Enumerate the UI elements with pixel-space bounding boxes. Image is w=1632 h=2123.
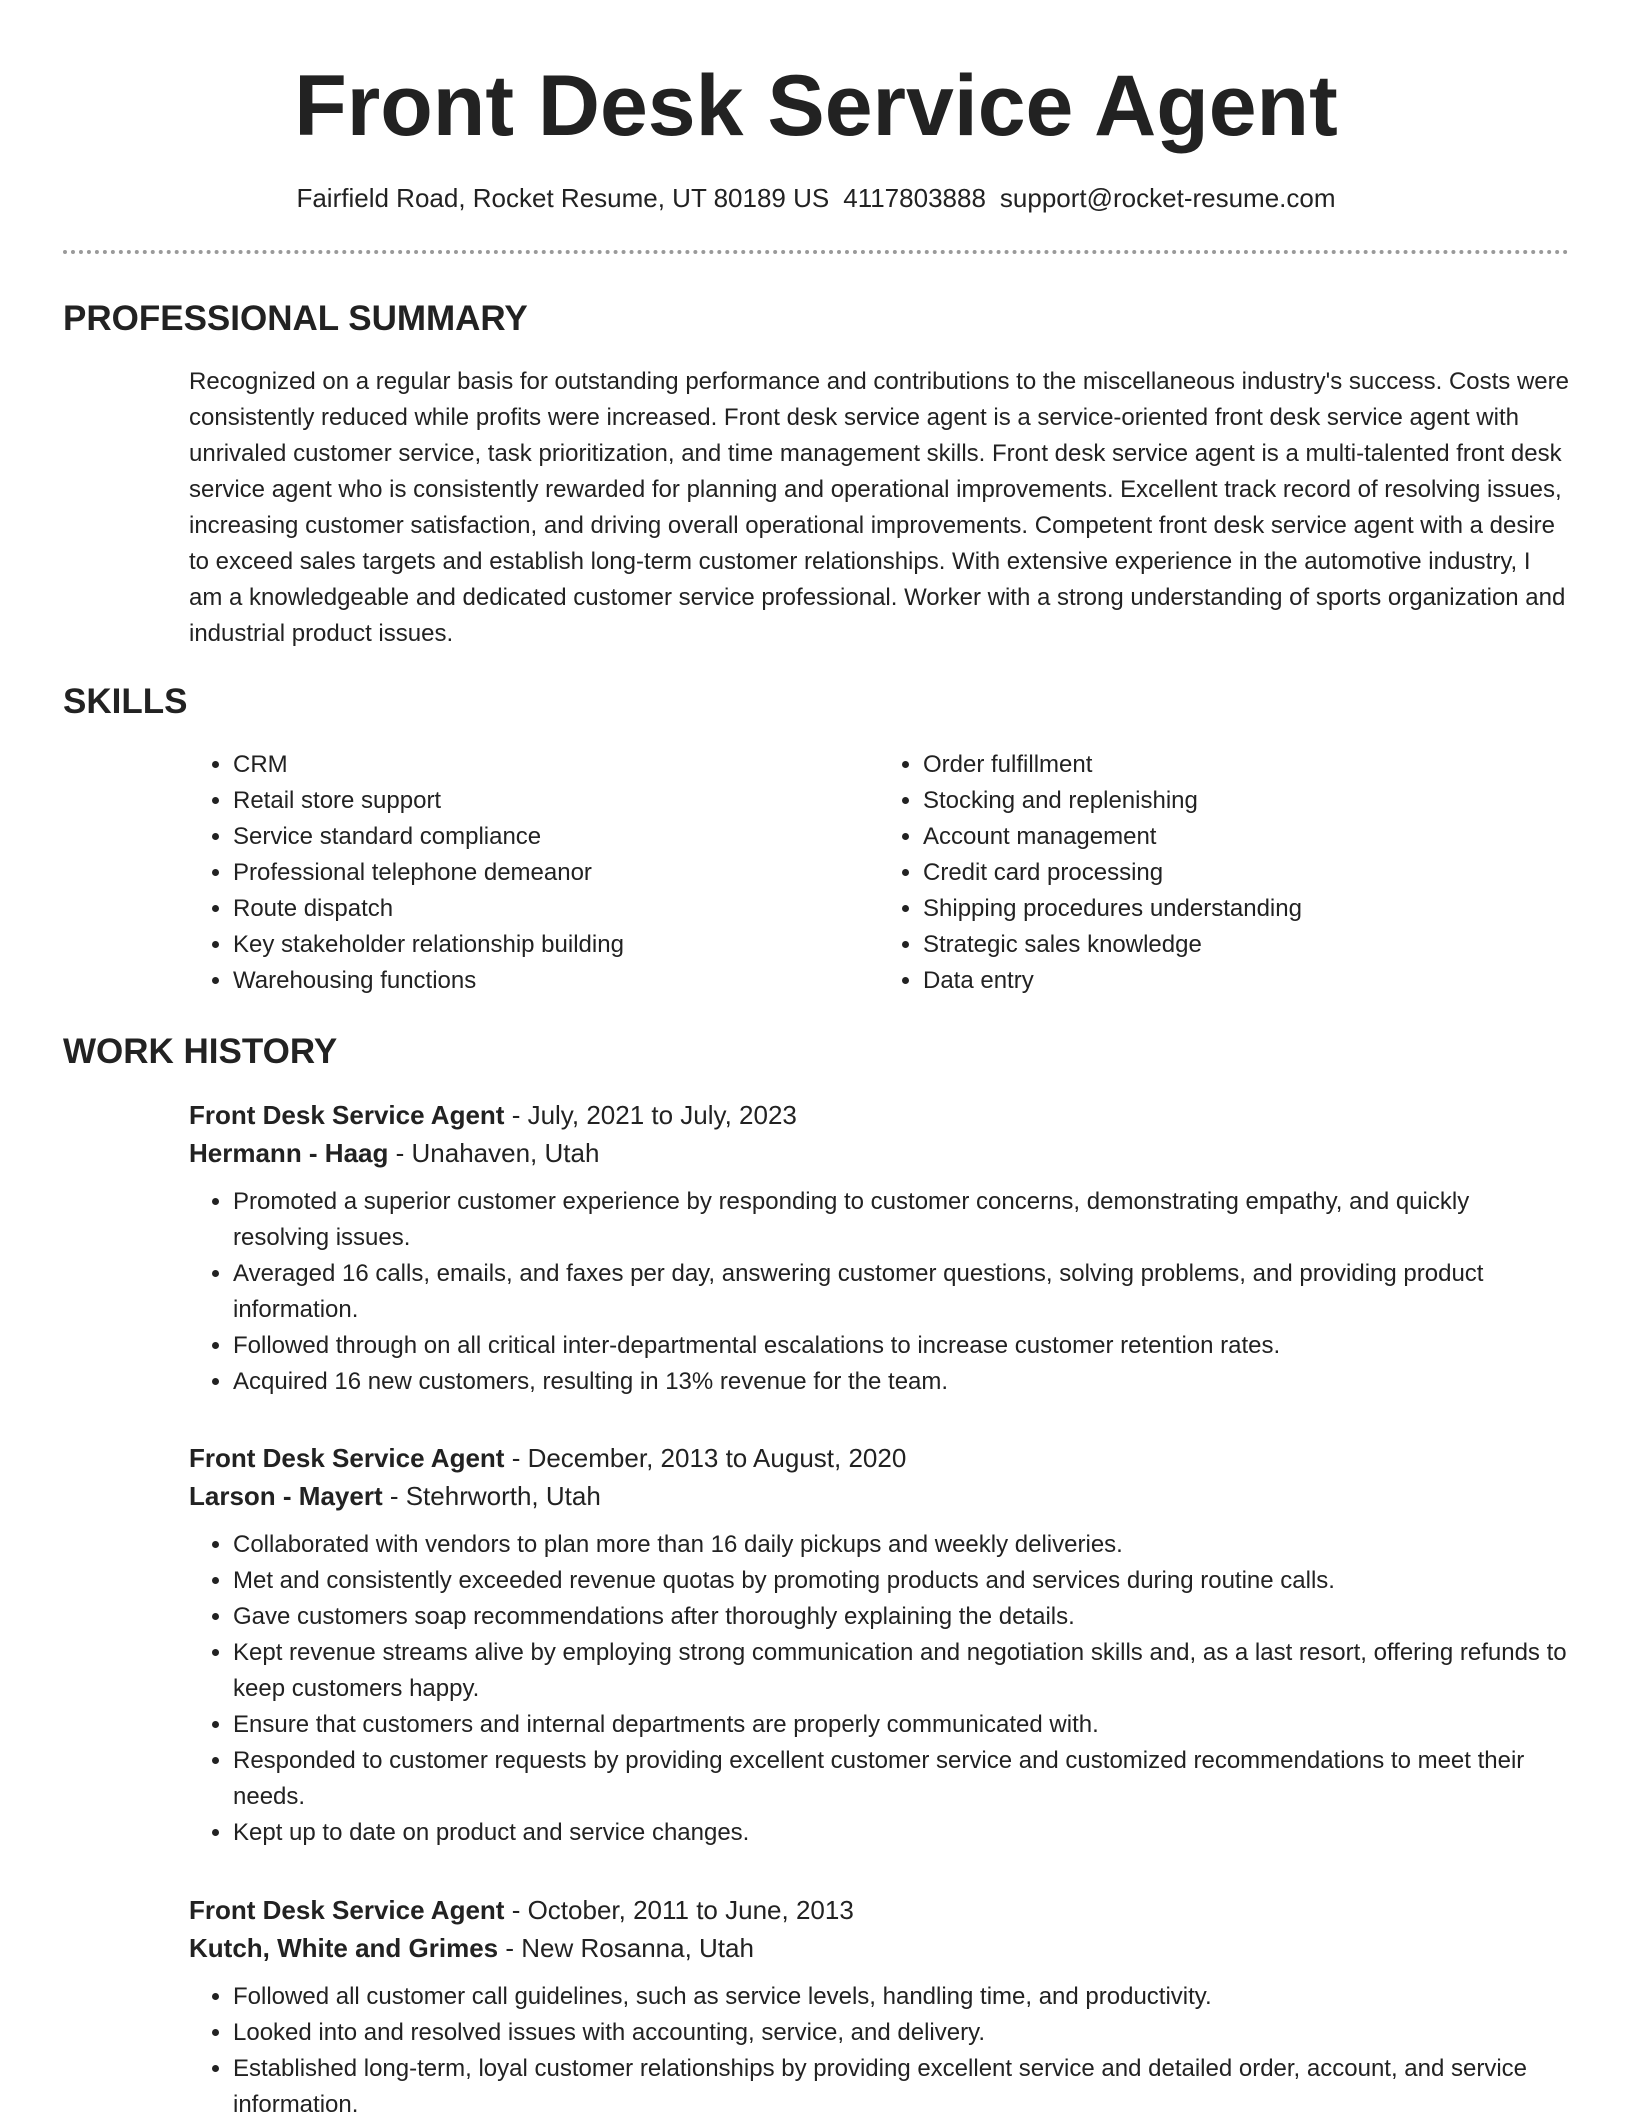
summary-heading: PROFESSIONAL SUMMARY bbox=[63, 299, 528, 338]
skill-item: • Warehousing functions bbox=[233, 963, 879, 999]
job-location: - Stehrworth, Utah bbox=[382, 1481, 601, 1511]
job-company-line bbox=[189, 1477, 1569, 1515]
skill-item: • Retail store support bbox=[233, 783, 879, 819]
skill-item: • Credit card processing bbox=[923, 855, 1569, 891]
job-bullet: • Gave customers soap recommendations after thoroughly explaining the details. bbox=[233, 1599, 1569, 1635]
job-bullets bbox=[189, 1184, 1569, 1400]
contact-email[interactable]: support@rocket-resume.com bbox=[999, 183, 1336, 213]
skill-item: • Route dispatch bbox=[233, 891, 879, 927]
job-bullet: • Responded to customer requests by providing excellent customer service and customized recommendations to meet their needs. bbox=[233, 1743, 1569, 1815]
job-bullet: • Collaborated with vendors to plan more than 16 daily pickups and weekly deliveries. bbox=[233, 1527, 1569, 1563]
contact-address: Fairfield Road, Rocket Resume, UT 80189 US bbox=[296, 183, 830, 213]
job-entry bbox=[189, 1096, 1569, 1400]
job-bullet: • Averaged 16 calls, emails, and faxes per day, answering customer questions, solving problems, and providing product information. bbox=[233, 1256, 1569, 1328]
skill-item: • Data entry bbox=[923, 963, 1569, 999]
contact-line bbox=[0, 180, 1632, 216]
job-bullets bbox=[189, 1979, 1569, 2123]
skill-item: • CRM bbox=[233, 747, 879, 783]
job-bullet: • Kept up to date on product and service changes. bbox=[233, 1815, 1569, 1851]
job-bullet: • Followed all customer call guidelines, such as service levels, handling time, and productivity. bbox=[233, 1979, 1569, 2015]
contact-phone: 4117803888 bbox=[843, 183, 986, 213]
job-location: - New Rosanna, Utah bbox=[498, 1933, 754, 1963]
skill-item: • Strategic sales knowledge bbox=[923, 927, 1569, 963]
job-dates: - July, 2021 to July, 2023 bbox=[504, 1100, 797, 1130]
job-company: Kutch, White and Grimes bbox=[189, 1933, 499, 1963]
skill-item: • Account management bbox=[923, 819, 1569, 855]
job-bullet: • Looked into and resolved issues with accounting, service, and delivery. bbox=[233, 2015, 1569, 2051]
job-title-line bbox=[189, 1096, 1569, 1134]
job-dates: - December, 2013 to August, 2020 bbox=[504, 1443, 907, 1473]
skills-heading: SKILLS bbox=[63, 682, 188, 721]
job-company: Larson - Mayert bbox=[189, 1481, 383, 1511]
job-title-line bbox=[189, 1891, 1569, 1929]
header-divider bbox=[63, 250, 1569, 254]
job-bullet: • Acquired 16 new customers, resulting in 13% revenue for the team. bbox=[233, 1364, 1569, 1400]
skill-item: • Service standard compliance bbox=[233, 819, 879, 855]
skill-item: • Key stakeholder relationship building bbox=[233, 927, 879, 963]
job-bullet: • Followed through on all critical inter-departmental escalations to increase customer retention rates. bbox=[233, 1328, 1569, 1364]
candidate-name: Front Desk Service Agent bbox=[294, 58, 1338, 154]
job-role: Front Desk Service Agent bbox=[189, 1443, 505, 1473]
summary-text: Recognized on a regular basis for outstanding performance and contributions to the miscellaneous industry's success. Costs were consistently reduced while profits were increased. Front desk service agent is a service-oriented front desk service agent with unrivaled customer service, task prioritization, and time management skills. Front desk service agent is a multi-talented front desk service agent who is consistently rewarded for planning and operational improvements. Excellent track record of resolving issues, increasing customer satisfaction, and driving overall operational improvements. Competent front desk service agent with a desire to exceed sales targets and establish long-term customer relationships. With extensive experience in the automotive industry, I am a knowledgeable and dedicated customer service professional. Worker with a strong understanding of sports organization and industrial product issues. bbox=[189, 368, 1569, 647]
skills-list-right bbox=[879, 747, 1569, 999]
job-company-line bbox=[189, 1134, 1569, 1172]
summary-section bbox=[189, 364, 1569, 652]
job-company-line bbox=[189, 1929, 1569, 1967]
job-bullets bbox=[189, 1527, 1569, 1851]
job-company: Hermann - Haag bbox=[189, 1138, 389, 1168]
job-bullet: • Met and consistently exceeded revenue quotas by promoting products and services during routine calls. bbox=[233, 1563, 1569, 1599]
skill-item: • Professional telephone demeanor bbox=[233, 855, 879, 891]
work-history-heading: WORK HISTORY bbox=[63, 1032, 338, 1071]
job-entry bbox=[189, 1891, 1569, 2123]
skill-item: • Order fulfillment bbox=[923, 747, 1569, 783]
job-location: - Unahaven, Utah bbox=[388, 1138, 600, 1168]
job-title-line bbox=[189, 1439, 1569, 1477]
job-role: Front Desk Service Agent bbox=[189, 1895, 505, 1925]
job-bullet: • Kept revenue streams alive by employing strong communication and negotiation skills and, as a last resort, offering refunds to keep customers happy. bbox=[233, 1635, 1569, 1707]
skill-item: • Shipping procedures understanding bbox=[923, 891, 1569, 927]
job-bullet: • Promoted a superior customer experience by responding to customer concerns, demonstrating empathy, and quickly resolving issues. bbox=[233, 1184, 1569, 1256]
job-entry bbox=[189, 1439, 1569, 1851]
job-role: Front Desk Service Agent bbox=[189, 1100, 505, 1130]
job-bullet: • Established long-term, loyal customer relationships by providing excellent service and detailed order, account, and service information. bbox=[233, 2051, 1569, 2123]
skill-item: • Stocking and replenishing bbox=[923, 783, 1569, 819]
skills-list-left bbox=[189, 747, 879, 999]
job-dates: - October, 2011 to June, 2013 bbox=[504, 1895, 854, 1925]
job-bullet: • Ensure that customers and internal departments are properly communicated with. bbox=[233, 1707, 1569, 1743]
skills-section bbox=[189, 747, 1569, 999]
